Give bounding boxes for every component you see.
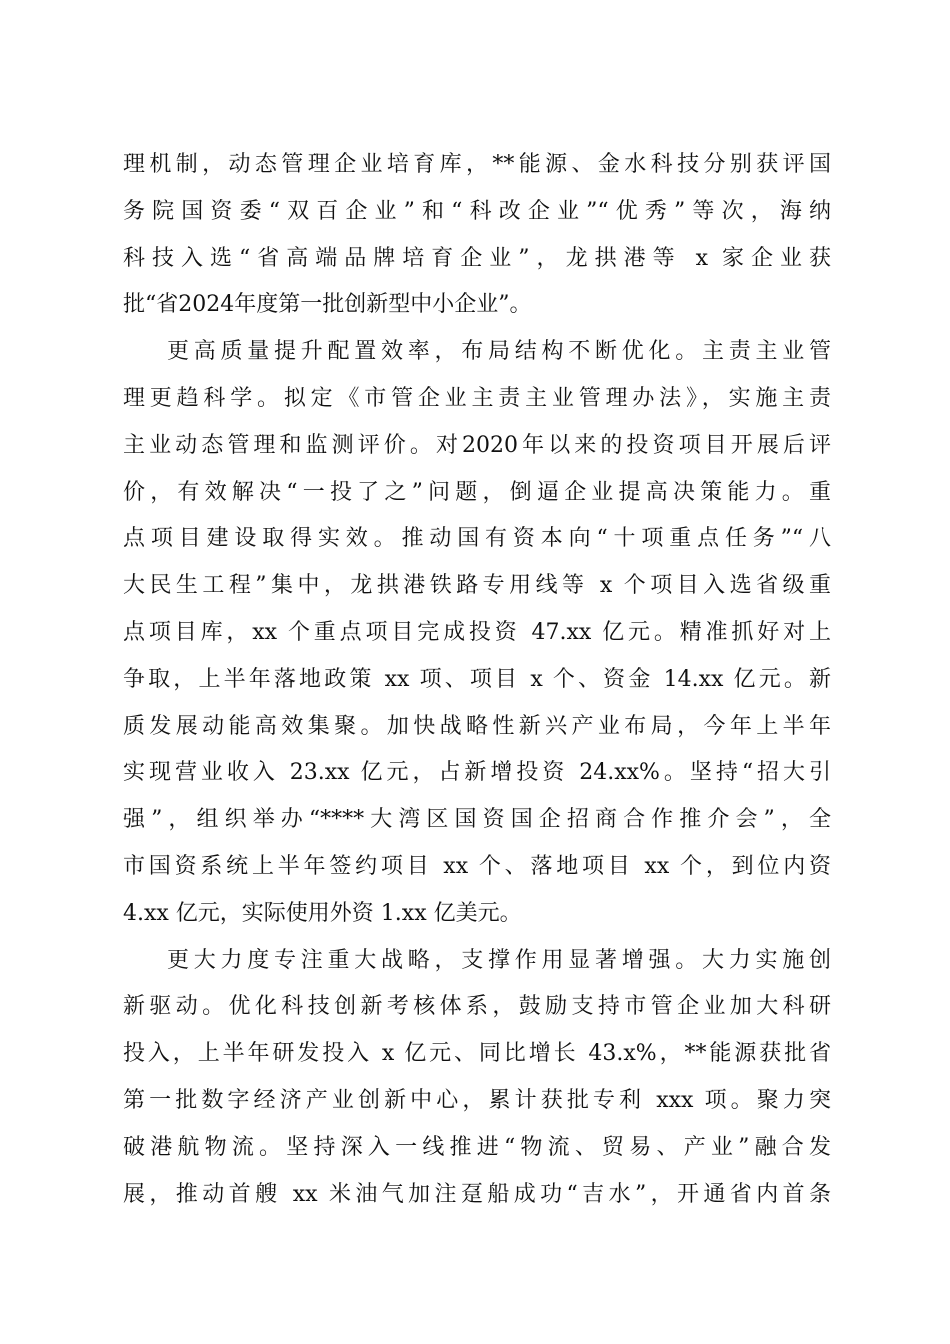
text-line: 展，推动首艘 xx 米油气加注趸船成功“吉水”，开通省内首条 [123,1181,831,1207]
text-line: 点项目建设取得实效。推动国有资本向“十项重点任务”“八 [123,526,831,552]
text-line: 投入，上半年研发投入 x 亿元、同比增长 43.x%，**能源获批省 [123,1041,831,1067]
text-line: 破港航物流。坚持深入一线推进“物流、贸易、产业”融合发 [123,1134,831,1160]
paragraph-start-line: 更大力度专注重大战略，支撑作用显著增强。大力实施创 [167,947,831,973]
text-line: 批“省2024年度第一批创新型中小企业”。 [123,292,532,318]
text-line: 务院国资委“双百企业”和“科改企业”“优秀”等次，海纳 [123,198,831,224]
text-line: 第一批数字经济产业创新中心，累计获批专利 xxx 项。聚力突 [123,1087,831,1113]
text-line: 争取，上半年落地政策 xx 项、项目 x 个、资金 14.xx 亿元。新 [123,666,831,692]
text-line: 理机制，动态管理企业培育库，**能源、金水科技分别获评国 [123,152,831,177]
text-line: 质发展动能高效集聚。加快战略性新兴产业布局，今年上半年 [123,713,831,739]
text-line: 点项目库，xx 个重点项目完成投资 47.xx 亿元。精准抓好对上 [123,619,831,645]
text-line: 理更趋科学。拟定《市管企业主责主业管理办法》，实施主责 [123,385,831,411]
text-line: 价，有效解决“一投了之”问题，倒逼企业提高决策能力。重 [123,479,831,505]
text-line: 大民生工程”集中，龙拱港铁路专用线等 x 个项目入选省级重 [123,573,831,599]
body-text [123,142,831,1218]
text-line: 强”，组织举办“****大湾区国资国企招商合作推介会”，全 [123,807,831,833]
paragraph-start-line: 更高质量提升配置效率，布局结构不断优化。主责主业管 [167,339,831,365]
text-line: 新驱动。优化科技创新考核体系，鼓励支持市管企业加大科研 [123,994,831,1020]
text-line: 科技入选“省高端品牌培育企业”，龙拱港等 x 家企业获 [123,245,831,271]
text-line: 市国资系统上半年签约项目 xx 个、落地项目 xx 个，到位内资 [123,853,831,879]
text-line: 实现营业收入 23.xx 亿元，占新增投资 24.xx%。坚持“招大引 [123,760,831,786]
text-line: 主业动态管理和监测评价。对2020年以来的投资项目开展后评 [123,432,831,458]
text-line: 4.xx 亿元，实际使用外资 1.xx 亿美元。 [123,900,522,926]
